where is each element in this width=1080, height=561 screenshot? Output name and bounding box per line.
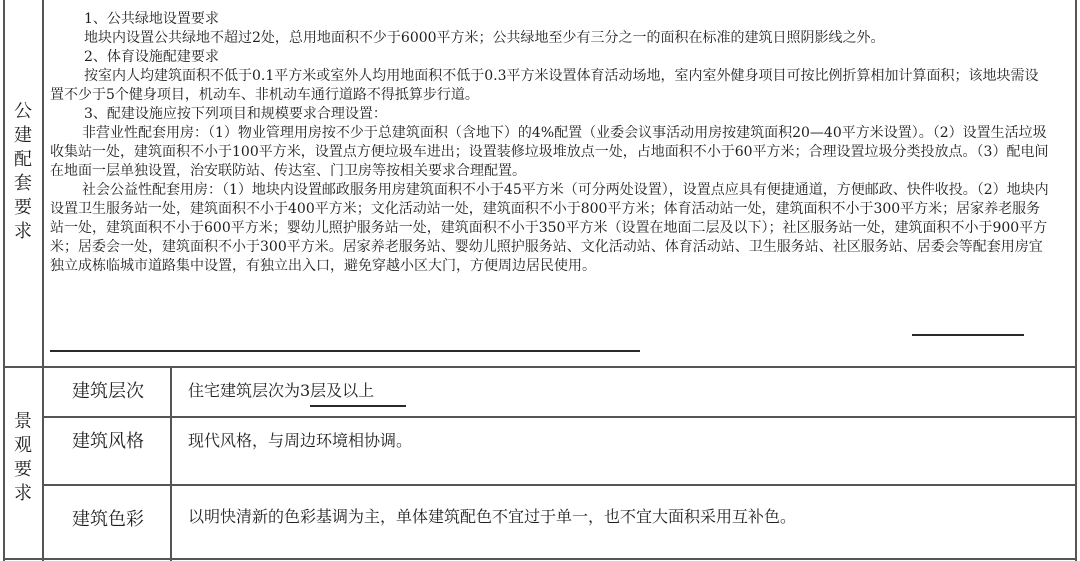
- row-label-building-levels: 建筑层次: [72, 381, 144, 402]
- row-divider-1: [42, 416, 1077, 418]
- table-right-border: [1075, 0, 1077, 561]
- label-char: 求: [14, 221, 32, 242]
- item-2-title: 2、体育设施配建要求: [84, 49, 219, 65]
- label-char: 观: [14, 435, 32, 456]
- supporting-facilities-text: [50, 10, 1050, 276]
- section-divider: [3, 366, 1077, 368]
- label-char: 配: [14, 149, 32, 170]
- underline-mark-2: [50, 350, 640, 352]
- underline-mark-1: [912, 334, 1024, 336]
- table-bottom-border: [3, 558, 1077, 560]
- label-char: 公: [14, 101, 32, 122]
- item-3-nonprofit-facilities: 非营业性配套用房：（1）物业管理用房按不少于总建筑面积（含地下）的4%配置（业委会议事活动用房按建筑面积20—40平方米设置）。（2）设置生活垃圾收集站一处，建筑面积不小于100平方米，设置点方便垃圾车进出；设置装修垃圾堆放点一处，占地面积不小于60平方米；合理设置垃圾分类投放点。（3）配电间在地面一层单独设置，治安联防站、传达室、门卫房等按相关要求合理配置。: [50, 125, 1049, 179]
- section-label-landscape: [5, 410, 41, 506]
- item-3-public-welfare-facilities: 社会公益性配套用房：（1）地块内设置邮政服务用房建筑面积不小于45平方米（可分两处设置），设置点应具有便捷通道，方便邮政、快件收投。（2）地块内设置卫生服务站一处，建筑面积不小于400平方米；文化活动站一处，建筑面积不小于800平方米；体育活动站一处，建筑面积不小于300平方米；居家养老服务站一处，建筑面积不小于600平方米；婴幼儿照护服务站一处，建筑面积不小于350平方米（设置在地面二层及以下）；社区服务站一处，建筑面积不小于900平方米；居委会一处，建筑面积不小于300平方米。居家养老服务站、婴幼儿照护服务站、文化活动站、体育活动站、卫生服务站、社区服务站、居委会等配套用房宜独立成栋临城市道路集中设置，有独立出入口，避免穿越小区大门，方便周边居民使用。: [50, 182, 1049, 274]
- row-divider-2: [42, 484, 1077, 486]
- underline-mark-3: [310, 405, 406, 407]
- row-value-building-color: 以明快清新的色彩基调为主，单体建筑配色不宜过于单一，也不宜大面积采用互补色。: [188, 507, 797, 526]
- label-column-divider: [42, 0, 44, 561]
- item-2-body: 按室内人均建筑面积不低于0.1平方米或室外人均用地面积不低于0.3平方米设置体育活动场地，室内室外健身项目可按比例折算相加计算面积；该地块需设置不少于5个健身项目，机动车、非机动车通行道路不得抵算步行道。: [50, 68, 1039, 103]
- label-char: 要: [14, 459, 32, 480]
- item-1-title: 1、公共绿地设置要求: [84, 11, 219, 27]
- label-char: 要: [14, 197, 32, 218]
- label-char: 景: [14, 411, 32, 432]
- section-label-supporting-facilities: [5, 100, 41, 244]
- label-char: 建: [14, 125, 32, 146]
- row-value-building-style: 现代风格，与周边环境相协调。: [188, 431, 413, 450]
- row-label-divider: [170, 366, 172, 561]
- item-3-title: 3、配建设施应按下列项目和规模要求合理设置：: [84, 106, 387, 122]
- item-1-body: 地块内设置公共绿地不超过2处，总用地面积不少于6000平方米；公共绿地至少有三分之一的面积在标准的建筑日照阴影线之外。: [84, 30, 885, 46]
- label-char: 套: [14, 173, 32, 194]
- label-char: 求: [14, 483, 32, 504]
- row-label-building-style: 建筑风格: [72, 431, 144, 452]
- row-label-building-color: 建筑色彩: [72, 509, 144, 530]
- row-value-building-levels: 住宅建筑层次为3层及以上: [188, 381, 375, 400]
